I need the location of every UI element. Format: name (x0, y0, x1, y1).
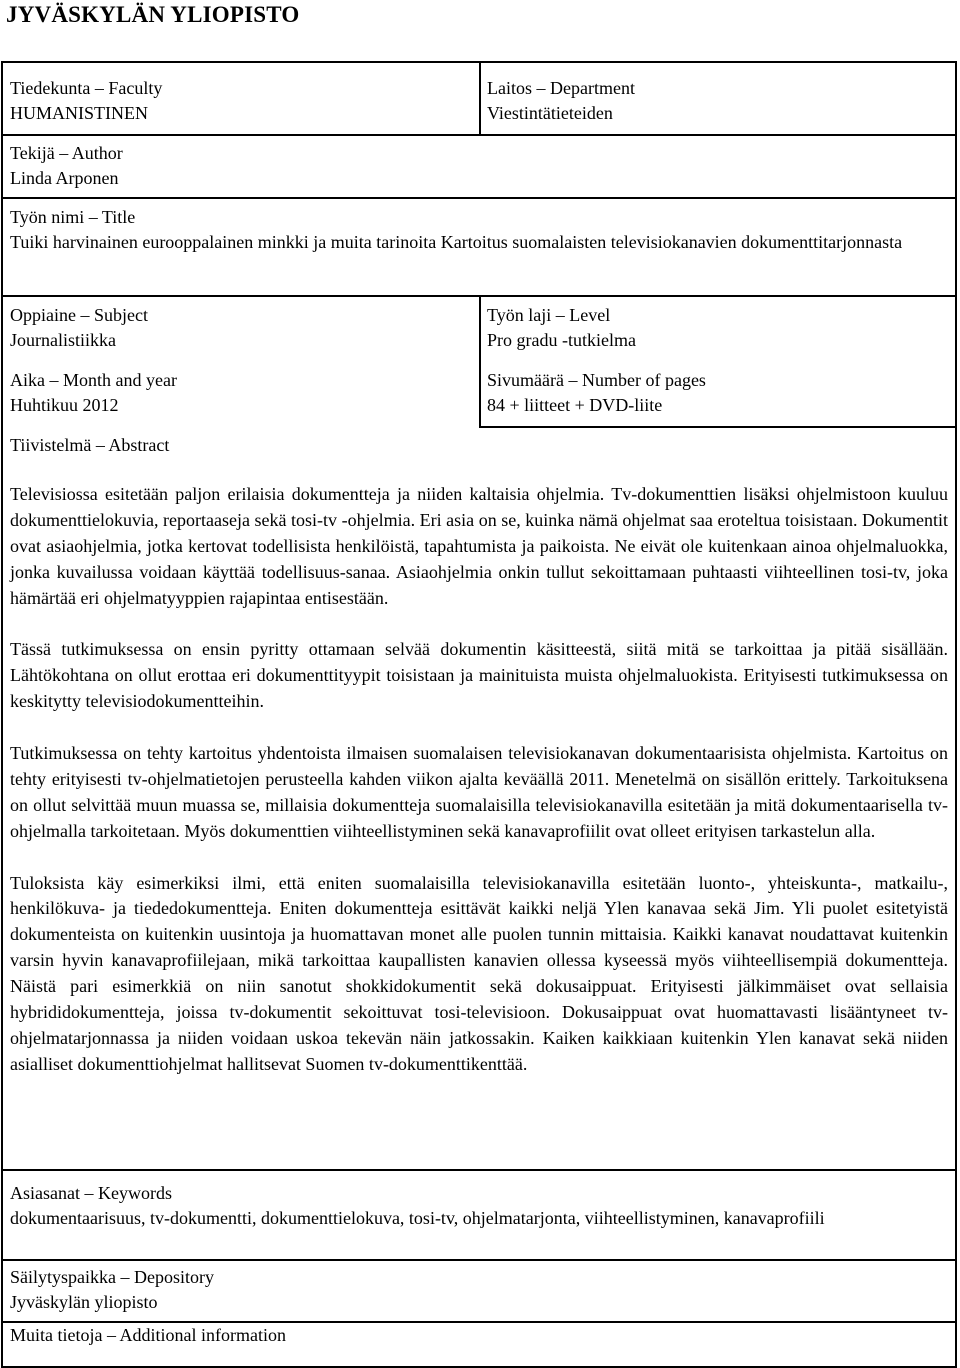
row-divider (3, 1169, 955, 1171)
subject-cell (10, 303, 148, 353)
level-cell (487, 303, 636, 353)
subject-label: Oppiaine – Subject (10, 305, 148, 325)
abstract-paragraph: Tutkimuksessa on tehty kartoitus yhdentoista ilmaisen suomalaisen televisiokanavan dokumentaarisista ohjelmista. Kartoitus on tehty erityisesti tv-ohjelmatietojen perusteella kahden viikon ajalta keväällä 2011. Menetelmä on sisällön erittely. Tarkoituksena on ollut selvittää muun muassa se, millaisia dokumentteja suomalaisilla televisiokanavilla esitetään ja mitä dokumentaarisella tv-ohjelmalla tarkoitetaan. Myös dokumenttien viihteellistyminen sekä kanavaprofiilit ovat olleet erityisen tarkastelun alla. (10, 743, 948, 841)
date-value: Huhtikuu 2012 (10, 395, 119, 415)
abstract-paragraph: Tuloksista käy esimerkiksi ilmi, että eniten suomalaisilla televisiokanavilla esitetään luonto-, yhteiskunta-, matkailu-, henkilökuva- ja tiededokumentteja. Eniten dokumentteja esittävät kaikki neljä Ylen kanavaa sekä Jim. Yli puolet esitetyistä dokumenteista on kuitenkin uusintoja ja huomattavan monet alle puolen tunnin mittaisia. Kaikki kanavat noudattavat kuitenkin varsin hyvin kanavaprofiilejaan, mikä tarkoittaa kaupallisten kanavien ollessa kyseessä myös viihteellisempiä dokumentteja. Näistä pari esimerkkiä on niin sanotut shokkidokumentit sekä dokusaippuat. Erityisesti jälkimmäiset ovat sellaisia hybrididokumentteja, joissa tv-dokumentit sekoittuvat tosi-televisioon. Dokusaippuat ovat huomattavasti lisääntyneet tv-ohjelmatarjonnassa ja niiden voidaan uskoa tekevän näin jatkossakin. Kaiken kaikkiaan kuitenkin Ylen kanavat sekä niiden asialliset dokumenttiohjelmat hallitsevat Suomen tv-dokumenttikenttää. (10, 872, 948, 1074)
faculty-cell (10, 76, 162, 126)
additional-info-label: Muita tietoja – Additional information (10, 1325, 286, 1345)
abstract-body (10, 482, 948, 1078)
date-cell (10, 368, 177, 418)
pages-value: 84 + liitteet + DVD-liite (487, 395, 663, 415)
abstract-paragraph: Tässä tutkimuksessa on ensin pyritty ottamaan selvää dokumentin käsitteestä, siitä mitä se tarkoittaa ja pitää sisällään. Lähtökohtana on ollut erottaa eri dokumenttityypit toisistaan ja mainituista muista ohjelmaluokista. Erityisesti tutkimuksessa on keskitytty televisiodokumentteihin. (10, 639, 948, 712)
keywords-value: dokumentaarisuus, tv-dokumentti, dokumenttielokuva, tosi-tv, ohjelmatarjonta, viihteellistyminen, kanavaprofiili (10, 1208, 825, 1228)
column-divider (479, 63, 481, 134)
pages-cell (487, 368, 706, 418)
faculty-value: HUMANISTINEN (10, 103, 148, 123)
department-label: Laitos – Department (487, 78, 635, 98)
depository-value: Jyväskylän yliopisto (10, 1292, 158, 1312)
row-divider (3, 134, 955, 136)
row-divider (3, 1259, 955, 1261)
abstract-form (1, 61, 957, 1368)
author-value: Linda Arponen (10, 168, 119, 188)
subject-value: Journalistiikka (10, 330, 116, 350)
faculty-label: Tiedekunta – Faculty (10, 78, 163, 98)
keywords-label: Asiasanat – Keywords (10, 1183, 172, 1203)
date-label: Aika – Month and year (10, 370, 177, 390)
author-cell (10, 141, 123, 191)
abstract-paragraph: Televisiossa esitetään paljon erilaisia dokumentteja ja niiden kaltaisia ohjelmia. Tv-dokumenttien lisäksi ohjelmistoon kuuluu dokumenttielokuvia, reportaaseja sekä tosi-tv -ohjelmia. Eri asia on se, kuinka nämä ohjelmat saa eroteltua toisistaan. Dokumentit ovat asiaohjelmia, jotka kertovat todellisista henkilöistä, tapahtumista ja paikoista. Ne eivät ole kuitenkaan ainoa ohjelmaluokka, jonka kuvailussa voidaan käyttää todellisuus-sanaa. Asiaohjelmia onkin tullut sekoittamaan puhtaasti viihteellinen tosi-tv, joka hämärtää eri ohjelmatyyppien rajapintaa entisestään. (10, 484, 948, 608)
row-divider (3, 197, 955, 199)
department-value: Viestintätieteiden (487, 103, 613, 123)
department-cell (487, 76, 635, 126)
title-value: Tuiki harvinainen eurooppalainen minkki ja muita tarinoita Kartoitus suomalaisten televisiokanavien dokumenttitarjonnasta (10, 232, 903, 252)
cell-bottom-border (479, 426, 955, 428)
depository-label: Säilytyspaikka – Depository (10, 1267, 214, 1287)
level-label: Työn laji – Level (487, 305, 611, 325)
title-label: Työn nimi – Title (10, 207, 136, 227)
pages-label: Sivumäärä – Number of pages (487, 370, 706, 390)
level-value: Pro gradu -tutkielma (487, 330, 636, 350)
depository-cell (10, 1265, 214, 1315)
abstract-label: Tiivistelmä – Abstract (10, 435, 170, 455)
column-divider (479, 295, 481, 426)
keywords-cell (10, 1181, 948, 1231)
title-cell (10, 205, 940, 255)
author-label: Tekijä – Author (10, 143, 123, 163)
university-name: JYVÄSKYLÄN YLIOPISTO (6, 2, 300, 27)
